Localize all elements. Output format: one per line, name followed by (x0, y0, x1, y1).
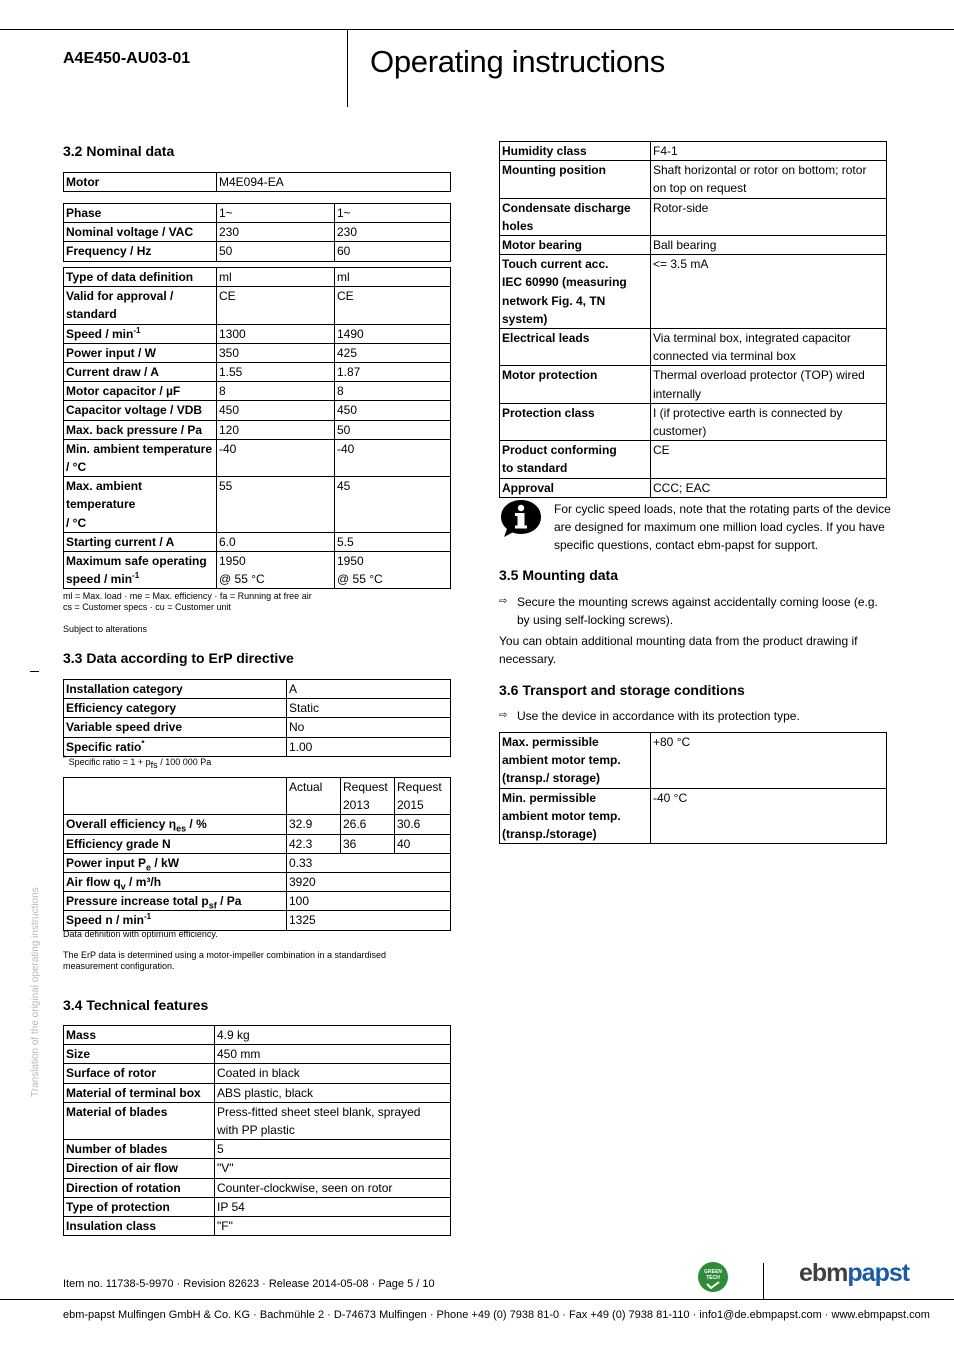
table-row (64, 911, 451, 930)
header-top-rule (0, 29, 954, 30)
label-line: speed / min (66, 572, 133, 587)
cell-label: Insulation class (64, 1217, 215, 1236)
table-row (64, 552, 451, 589)
erp-category-table (63, 679, 451, 757)
label-line: ambient motor temp. (502, 753, 621, 768)
label-line: (transp./ storage) (502, 771, 601, 786)
table-row (64, 242, 451, 261)
cell-label (64, 552, 217, 589)
label-sup: -1 (132, 571, 140, 581)
cell-label: Installation category (64, 680, 287, 699)
value-line: 1950 (219, 554, 246, 569)
document-id: A4E450-AU03-01 (63, 50, 191, 67)
bullet-line: Secure the mounting screws against accidentally coming loose (e.g. (517, 595, 878, 609)
cell-label: Approval (500, 478, 651, 497)
motor-table (63, 172, 451, 192)
table-row (64, 1197, 451, 1216)
table-row (64, 815, 451, 834)
cell-value: 5 (215, 1140, 451, 1159)
label-line: Max. permissible (502, 735, 599, 749)
header-line: Request (343, 780, 388, 794)
cell-value: 1~ (335, 204, 451, 223)
cell-label (500, 733, 651, 789)
table-row (64, 1217, 451, 1236)
cell-label (64, 439, 217, 476)
info-line: are designed for maximum one million load cycles. If you have (554, 520, 885, 534)
cell-value: 230 (335, 223, 451, 242)
cell-value: 230 (217, 223, 335, 242)
table-row (64, 363, 451, 382)
value-line: connected via terminal box (653, 349, 796, 364)
transport-bullet (499, 707, 800, 725)
logo-ebm: ebm (799, 1259, 848, 1287)
cell-label: Mass (64, 1026, 215, 1045)
cell-value: 40 (395, 834, 451, 853)
table-row (64, 1140, 451, 1159)
nominal-notes (63, 591, 312, 613)
table-row (500, 403, 887, 440)
cell-value: 0.33 (287, 853, 451, 872)
table-row (64, 1064, 451, 1083)
cell-value: Rotor-side (651, 198, 887, 235)
cell-value: <= 3.5 mA (651, 255, 887, 329)
phase-table (63, 203, 451, 262)
motor-label: Motor (64, 173, 217, 192)
label-text: / m³/h (125, 875, 162, 890)
table-row (64, 420, 451, 439)
subject-to-alterations: Subject to alterations (63, 624, 148, 634)
cell-value: 1.55 (217, 363, 335, 382)
table-row (500, 366, 887, 403)
table-row (64, 204, 451, 223)
value-line: Via terminal box, integrated capacitor (653, 331, 851, 346)
cell-value: No (287, 718, 451, 737)
cell-label (64, 287, 217, 324)
cell-value: 450 (217, 401, 335, 420)
cell-label: Material of terminal box (64, 1083, 215, 1102)
label-line: Touch current acc. (502, 257, 609, 272)
cell-value: Static (287, 699, 451, 718)
cell-label: Current draw / A (64, 363, 217, 382)
table-row (500, 329, 887, 366)
info-line: For cyclic speed loads, note that the rotating parts of the device (554, 502, 891, 516)
table-row (64, 439, 451, 476)
value-line: internally (653, 386, 702, 401)
table-row (64, 1026, 451, 1045)
cell-label (64, 324, 217, 343)
erp-note-1: Data definition with optimum efficiency. (63, 929, 218, 939)
label-line: Product conforming (502, 443, 617, 458)
label-text: Pressure increase total p (66, 894, 209, 909)
col-actual-header: Actual (287, 778, 341, 815)
table-row (64, 324, 451, 343)
cell-value: 1~ (217, 204, 335, 223)
greentech-text: GREEN (704, 1269, 722, 1275)
cell-value: CE (335, 287, 451, 324)
label-sub: es (176, 823, 187, 834)
cell-value (217, 552, 335, 589)
table-row (64, 892, 451, 911)
greentech-logo (698, 1262, 728, 1292)
value-line: 1950 (337, 554, 364, 569)
cell-label: Nominal voltage / VAC (64, 223, 217, 242)
cell-value: 26.6 (341, 815, 395, 834)
cell-label (500, 255, 651, 329)
table-row (64, 699, 451, 718)
label-line: Max. ambient (66, 479, 143, 494)
cell-label (64, 815, 287, 834)
cell-label: Efficiency grade N (64, 834, 287, 853)
label-sup: * (141, 738, 145, 748)
para-line: necessary. (499, 652, 557, 666)
cell-label: Electrical leads (500, 329, 651, 366)
cell-value: IP 54 (215, 1197, 451, 1216)
label-line: system) (502, 311, 548, 326)
label-line: Min. ambient temperature (66, 441, 213, 456)
label-line: ambient motor temp. (502, 808, 621, 823)
cell-value: 36 (341, 834, 395, 853)
mounting-bullet (499, 593, 878, 629)
cell-label: Type of protection (64, 1197, 215, 1216)
label-text: Speed n / min (66, 913, 145, 928)
cell-label: Motor protection (500, 366, 651, 403)
label-sub: e (146, 862, 152, 873)
header-divider (347, 29, 348, 107)
table-row (64, 1045, 451, 1064)
label-text: Speed / min (66, 326, 134, 341)
label-sup: -1 (133, 325, 141, 335)
table-row (64, 382, 451, 401)
cell-value: 350 (217, 343, 335, 362)
cell-value (215, 1102, 451, 1139)
cell-value: 1.87 (335, 363, 451, 382)
table-row (64, 1159, 451, 1178)
cell-value: 3920 (287, 873, 451, 892)
cell-value: A (287, 680, 451, 699)
table-row (500, 478, 887, 497)
note-line: cs = Customer specs · cu = Customer unit (63, 602, 232, 612)
label-line: Min. permissible (502, 790, 597, 805)
cell-label: Variable speed drive (64, 718, 287, 737)
note-line: ml = Max. load · me = Max. efficiency · fa = Running at free air (63, 591, 312, 601)
cell-value: 8 (335, 382, 451, 401)
cell-label (64, 477, 217, 533)
table-row (64, 1083, 451, 1102)
table-row (64, 718, 451, 737)
cell-label: Motor bearing (500, 236, 651, 255)
table-row (64, 532, 451, 551)
cell-value: ABS plastic, black (215, 1083, 451, 1102)
arrow-bullet-icon: ⇨ (499, 710, 508, 721)
cell-value: 1300 (217, 324, 335, 343)
cell-value: ml (217, 268, 335, 287)
cell-value: 100 (287, 892, 451, 911)
cell-value: 1490 (335, 324, 451, 343)
label-line: network Fig. 4, TN (502, 293, 606, 308)
right-features-table (499, 141, 887, 498)
cell-value: Counter-clockwise, seen on rotor (215, 1178, 451, 1197)
cell-value: 6.0 (217, 532, 335, 551)
section-3-3-heading: 3.3 Data according to ErP directive (63, 650, 294, 666)
label-text: Air flow q (66, 875, 121, 890)
bullet-line: by using self-locking screws). (517, 613, 674, 627)
cell-value: 425 (335, 343, 451, 362)
label-text: Overall efficiency η (66, 817, 177, 832)
cell-label: Efficiency category (64, 699, 287, 718)
note-sub: fs (150, 759, 158, 770)
note-text: Specific ratio = 1 + p (66, 757, 151, 767)
cell-label (500, 198, 651, 235)
cell-label: Protection class (500, 403, 651, 440)
cell-value: F4-1 (651, 142, 887, 161)
arrow-bullet-icon: ⇨ (499, 596, 508, 607)
cell-value: 450 (335, 401, 451, 420)
cell-label (500, 441, 651, 478)
col-request-2013-header (341, 778, 395, 815)
para-line: You can obtain additional mounting data from the product drawing if (499, 634, 858, 648)
cell-label (500, 788, 651, 844)
section-3-5-heading: 3.5 Mounting data (499, 567, 618, 583)
label-line: / °C (66, 515, 87, 530)
specific-ratio-note (63, 754, 212, 770)
header-line: Request (397, 780, 442, 794)
footer-company-info: ebm-papst Mulfingen GmbH & Co. KG · Bachmühle 2 · D-74673 Mulfingen · Phone +49 (0) 7938 81-0 · Fax +49 (0) 7938 81-110 · info1@de.ebmpapst.com · www.ebmpapst.com (63, 1309, 930, 1321)
greentech-text: TECH (706, 1275, 720, 1281)
label-line: holes (502, 218, 534, 233)
document-title: Operating instructions (370, 44, 665, 79)
empty-header-cell (64, 778, 287, 815)
cell-label: Power input / W (64, 343, 217, 362)
table-row (64, 853, 451, 872)
performance-table (63, 267, 451, 589)
cell-label: Humidity class (500, 142, 651, 161)
cell-value: 45 (335, 477, 451, 533)
cell-label: Starting current / A (64, 532, 217, 551)
cell-label (64, 737, 287, 756)
cell-value: 450 mm (215, 1045, 451, 1064)
check-icon (706, 1281, 720, 1289)
label-line: Maximum safe operating (66, 554, 207, 569)
cell-value: -40 (217, 439, 335, 476)
motor-value: M4E094-EA (217, 173, 451, 192)
cell-label: Number of blades (64, 1140, 215, 1159)
cell-value: 32.9 (287, 815, 341, 834)
cell-value: 120 (217, 420, 335, 439)
cell-value: 60 (335, 242, 451, 261)
note-sup: * (63, 754, 67, 763)
sidebar-translation-note: Translation of the original operating instructions (30, 887, 41, 1097)
cell-value: 50 (217, 242, 335, 261)
table-row (500, 236, 887, 255)
value-line: Thermal overload protector (TOP) wired (653, 368, 865, 383)
mounting-paragraph (499, 632, 857, 668)
note-line: measurement configuration. (63, 961, 175, 971)
cell-value (335, 552, 451, 589)
cell-value: ml (335, 268, 451, 287)
info-text (554, 500, 891, 554)
cell-value: "F" (215, 1217, 451, 1236)
erp-note-2 (63, 950, 386, 972)
label-sub: sf (208, 900, 217, 911)
cell-value: CE (217, 287, 335, 324)
table-row (64, 477, 451, 533)
table-row (64, 173, 451, 192)
cell-label: Phase (64, 204, 217, 223)
margin-mark (30, 671, 39, 672)
label-line: temperature (66, 497, 136, 512)
label-text: Specific ratio (66, 739, 142, 754)
cell-value (651, 329, 887, 366)
label-sup: -1 (144, 912, 152, 922)
header-line: 2013 (343, 798, 370, 813)
cell-label: Motor capacitor / µF (64, 382, 217, 401)
label-line: IEC 60990 (measuring (502, 275, 627, 290)
technical-features-table (63, 1025, 451, 1236)
transport-table (499, 732, 887, 844)
table-row (64, 834, 451, 853)
label-line: standard (66, 307, 117, 322)
section-3-4-heading: 3.4 Technical features (63, 997, 209, 1013)
footer-rule (0, 1299, 954, 1300)
erp-efficiency-table (63, 777, 451, 931)
cell-label: Type of data definition (64, 268, 217, 287)
table-row (64, 268, 451, 287)
cell-value: 42.3 (287, 834, 341, 853)
cell-label (64, 892, 287, 911)
cell-value (651, 161, 887, 198)
label-line: (transp./storage) (502, 827, 597, 842)
cell-value: -40 (335, 439, 451, 476)
ebmpapst-logo (799, 1259, 909, 1288)
value-line: Press-fitted sheet steel blank, sprayed (217, 1104, 421, 1119)
cell-value: Ball bearing (651, 236, 887, 255)
section-3-6-heading: 3.6 Transport and storage conditions (499, 682, 745, 698)
cell-value: 5.5 (335, 532, 451, 551)
info-icon (499, 498, 543, 538)
cell-label: Max. back pressure / Pa (64, 420, 217, 439)
cell-value: 1325 (287, 911, 451, 930)
cell-label: Capacitor voltage / VDB (64, 401, 217, 420)
section-3-2-heading: 3.2 Nominal data (63, 143, 175, 159)
cell-value: -40 °C (651, 788, 887, 844)
table-row (500, 161, 887, 198)
cell-label: Frequency / Hz (64, 242, 217, 261)
cell-value: CE (651, 441, 887, 478)
info-line: specific questions, contact ebm-papst for support. (554, 538, 819, 552)
value-line: on top on request (653, 181, 747, 196)
cell-value: 1.00 (287, 737, 451, 756)
cell-value: CCC; EAC (651, 478, 887, 497)
cell-label (64, 873, 287, 892)
label-line: to standard (502, 461, 568, 476)
value-line: customer) (653, 424, 707, 439)
table-row (500, 142, 887, 161)
cell-value: +80 °C (651, 733, 887, 789)
cell-label: Surface of rotor (64, 1064, 215, 1083)
label-line: Valid for approval / (66, 289, 174, 304)
bullet-line: Use the device in accordance with its protection type. (517, 709, 800, 723)
table-row (500, 441, 887, 478)
table-row (64, 343, 451, 362)
table-row (64, 778, 451, 815)
note-text: / 100 000 Pa (157, 757, 212, 767)
value-line: @ 55 °C (219, 572, 265, 587)
table-row (64, 223, 451, 242)
cell-label: Size (64, 1045, 215, 1064)
col-request-2015-header (395, 778, 451, 815)
table-row (64, 873, 451, 892)
label-line: Condensate discharge (502, 200, 631, 215)
table-row (500, 733, 887, 789)
table-row (64, 1102, 451, 1139)
cell-label: Mounting position (500, 161, 651, 198)
table-row (64, 1178, 451, 1197)
label-sub: v (120, 881, 126, 892)
cell-label (64, 911, 287, 930)
cell-value: Coated in black (215, 1064, 451, 1083)
cell-label: Direction of air flow (64, 1159, 215, 1178)
table-row (64, 401, 451, 420)
note-line: The ErP data is determined using a motor-impeller combination in a standardised (63, 950, 387, 960)
table-row (500, 198, 887, 235)
label-text: / % (186, 817, 207, 832)
footer-item-info: Item no. 11738-5-9970 · Revision 82623 · Release 2014-05-08 · Page 5 / 10 (63, 1278, 435, 1290)
table-row (64, 680, 451, 699)
label-line: / °C (66, 460, 87, 475)
table-row (64, 737, 451, 756)
value-line: Shaft horizontal or rotor on bottom; rotor (653, 163, 867, 178)
cell-value: 55 (217, 477, 335, 533)
cell-value: 4.9 kg (215, 1026, 451, 1045)
cell-label (64, 853, 287, 872)
cell-label: Material of blades (64, 1102, 215, 1139)
cell-label: Direction of rotation (64, 1178, 215, 1197)
label-text: / Pa (216, 894, 242, 909)
header-line: 2015 (397, 798, 424, 813)
label-text: Power input P (66, 855, 147, 870)
value-line: @ 55 °C (337, 572, 383, 587)
value-line: with PP plastic (217, 1123, 295, 1138)
table-row (500, 788, 887, 844)
cell-value (651, 366, 887, 403)
table-row (500, 255, 887, 329)
cell-value: 50 (335, 420, 451, 439)
value-line: I (if protective earth is connected by (653, 405, 843, 420)
cell-value: "V" (215, 1159, 451, 1178)
cell-value: 30.6 (395, 815, 451, 834)
table-row (64, 287, 451, 324)
label-text: / kW (151, 855, 180, 870)
footer-logo-divider (763, 1263, 764, 1299)
cell-value (651, 403, 887, 440)
cell-value: 8 (217, 382, 335, 401)
logo-papst: papst (847, 1259, 910, 1287)
